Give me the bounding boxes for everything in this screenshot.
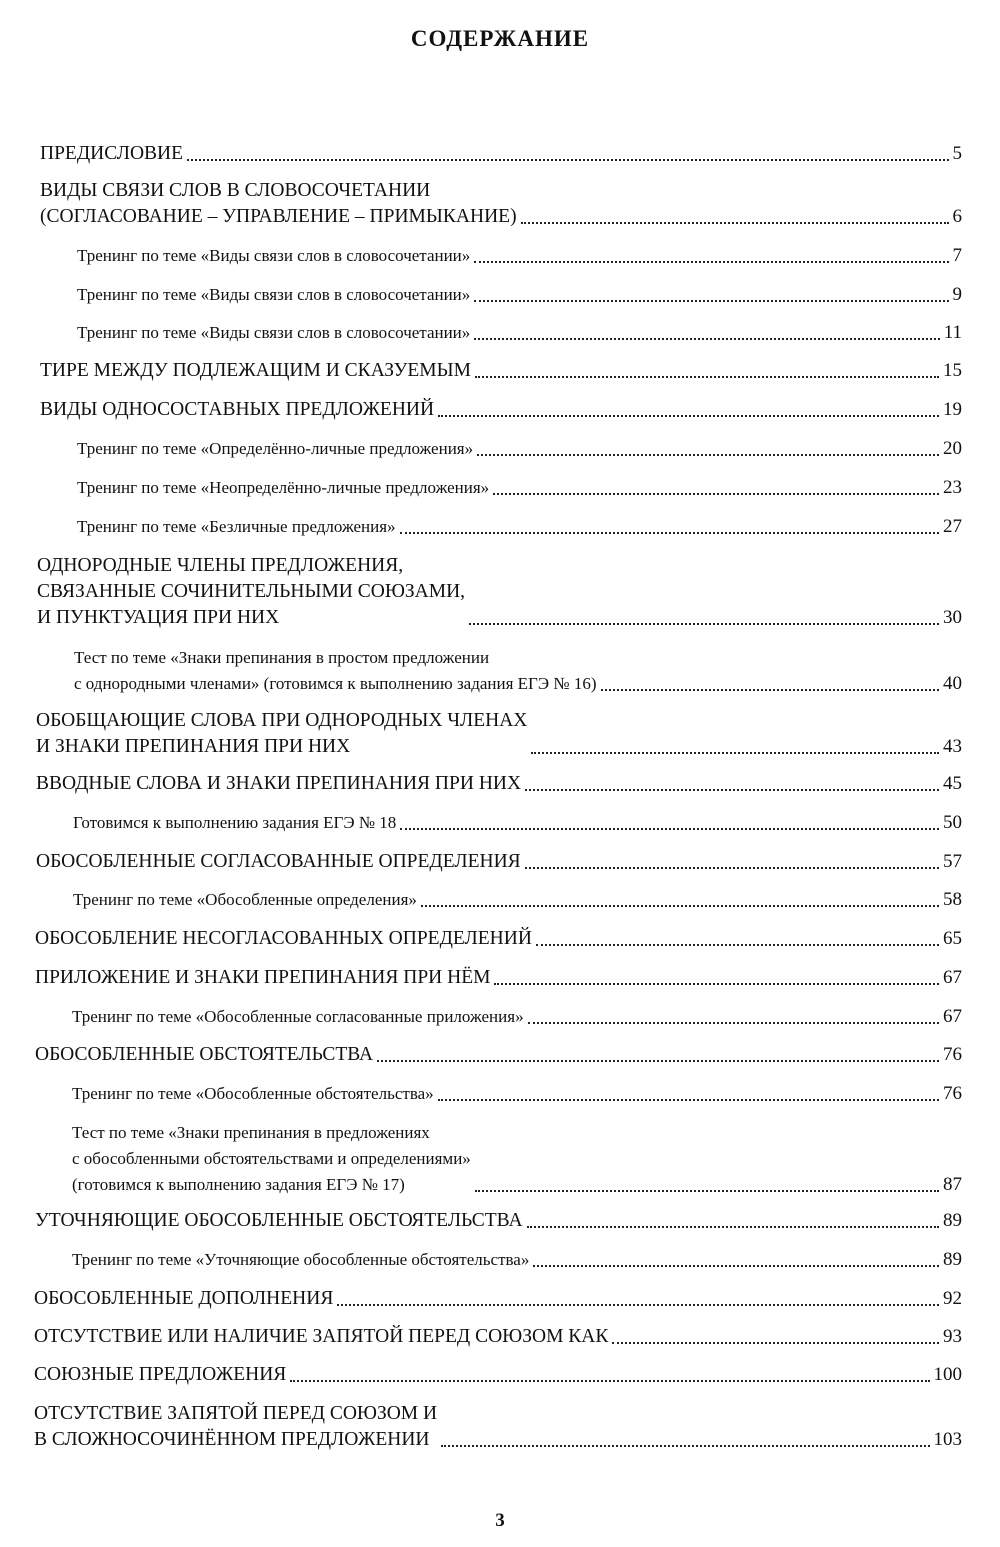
dot-leader — [474, 261, 948, 263]
toc-entry-title: Готовимся к выполнению задания ЕГЭ № 18 — [73, 813, 397, 832]
toc-entry-page: 103 — [933, 1429, 962, 1450]
toc-entry-title: Тренинг по теме «Безличные предложения» — [77, 517, 396, 536]
toc-entry-title: ОТСУТСТВИЕ ИЛИ НАЛИЧИЕ ЗАПЯТОЙ ПЕРЕД СОЮЗОМ КАК — [34, 1326, 609, 1347]
toc-entry-title: Тренинг по теме «Уточняющие обособленные обстоятельства» — [72, 1250, 530, 1269]
toc-entry-page: 27 — [943, 516, 962, 537]
toc-entry-page: 67 — [943, 967, 962, 988]
toc-entry-title: ТИРЕ МЕЖДУ ПОДЛЕЖАЩИМ И СКАЗУЕМЫМ — [40, 360, 471, 381]
toc-entry-title: УТОЧНЯЮЩИЕ ОБОСОБЛЕННЫЕ ОБСТОЯТЕЛЬСТВА — [35, 1210, 523, 1231]
toc-entry-page: 7 — [952, 245, 962, 266]
dot-leader — [337, 1304, 939, 1306]
dot-leader — [528, 1022, 939, 1024]
toc-entry — [73, 887, 1000, 913]
dot-leader — [525, 789, 939, 791]
toc-entry — [35, 926, 1000, 952]
toc-entry-title: ВИДЫ ОДНОСОСТАВНЫХ ПРЕДЛОЖЕНИЙ — [40, 399, 435, 420]
toc-entry — [72, 1004, 1000, 1030]
dot-leader — [475, 1190, 939, 1192]
dot-leader — [612, 1342, 939, 1344]
toc-entry — [36, 849, 1000, 875]
dot-leader — [438, 415, 939, 417]
toc-entry-page: 87 — [943, 1174, 962, 1195]
dot-leader — [527, 1226, 939, 1228]
toc-entry-title: ОБОСОБЛЕННЫЕ ОБСТОЯТЕЛЬСТВА — [35, 1044, 374, 1065]
dot-leader — [493, 493, 939, 495]
toc-entry-page: 57 — [943, 851, 962, 872]
toc-entry-page: 43 — [943, 736, 962, 757]
toc-entry-title: Тренинг по теме «Виды связи слов в словосочетании» — [77, 246, 471, 265]
toc-entry — [77, 243, 1000, 269]
toc-entry-page: 89 — [943, 1210, 962, 1231]
dot-leader — [525, 867, 939, 869]
toc-entry-page: 19 — [943, 399, 962, 420]
toc-entry — [35, 1042, 1000, 1068]
toc-entry — [35, 1208, 1000, 1234]
dot-leader — [477, 454, 939, 456]
dot-leader — [536, 944, 939, 946]
toc-entry-title: ОДНОРОДНЫЕ ЧЛЕНЫ ПРЕДЛОЖЕНИЯ, СВЯЗАННЫЕ СОЧИНИТЕЛЬНЫМИ СОЮЗАМИ, И ПУНКТУАЦИЯ ПРИ НИХ — [37, 555, 466, 628]
toc-entry-title: Тест по теме «Знаки препинания в предложениях с обособленными обстоятельствами и определениями» (готовимся к выполнению задания ЕГЭ № 17) — [72, 1123, 471, 1194]
toc-entry-page: 23 — [943, 477, 962, 498]
page-number: 3 — [495, 1510, 505, 1531]
toc-entry-page: 6 — [952, 206, 962, 227]
toc-entry — [77, 282, 1000, 308]
toc-entry-title: ПРЕДИСЛОВИЕ — [40, 143, 184, 164]
toc-entry-title: СОЮЗНЫЕ ПРЕДЛОЖЕНИЯ — [34, 1364, 287, 1385]
toc-entry — [35, 965, 1000, 991]
toc-entry-title: ВВОДНЫЕ СЛОВА И ЗНАКИ ПРЕПИНАНИЯ ПРИ НИХ — [36, 773, 522, 794]
page-title: СОДЕРЖАНИЕ — [410, 26, 590, 51]
dot-leader — [531, 752, 939, 754]
toc-entry — [73, 810, 1000, 836]
toc-entry — [77, 320, 1000, 346]
toc-entry-page: 93 — [943, 1326, 962, 1347]
toc-entry — [37, 553, 1000, 631]
toc-entry-title: Тренинг по теме «Обособленные обстоятельства» — [72, 1084, 434, 1103]
toc-entry — [40, 358, 1000, 384]
dot-leader — [377, 1060, 939, 1062]
toc-entry-page: 40 — [943, 673, 962, 694]
toc-entry — [34, 1401, 1000, 1453]
toc-entry-page: 5 — [952, 143, 962, 164]
toc-entry-title: ОТСУТСТВИЕ ЗАПЯТОЙ ПЕРЕД СОЮЗОМ И В СЛОЖНОСОЧИНЁННОМ ПРЕДЛОЖЕНИИ — [34, 1403, 438, 1450]
toc-entry-page: 76 — [943, 1044, 962, 1065]
toc-entry-page: 20 — [943, 438, 962, 459]
dot-leader — [494, 983, 939, 985]
toc-entry-title: Тренинг по теме «Обособленные определения» — [73, 890, 417, 909]
dot-leader — [290, 1380, 929, 1382]
dot-leader — [421, 905, 939, 907]
dot-leader — [474, 338, 939, 340]
toc-entry-page: 9 — [952, 284, 962, 305]
toc-entry — [77, 514, 1000, 540]
dot-leader — [474, 300, 948, 302]
toc-entry-page: 76 — [943, 1083, 962, 1104]
toc-entry-page: 89 — [943, 1249, 962, 1270]
toc-entry — [74, 645, 1000, 697]
toc-entry-title: ВИДЫ СВЯЗИ СЛОВ В СЛОВОСОЧЕТАНИИ (СОГЛАСОВАНИЕ – УПРАВЛЕНИЕ – ПРИМЫКАНИЕ) — [40, 180, 517, 227]
toc-entry — [72, 1247, 1000, 1273]
dot-leader — [438, 1099, 939, 1101]
toc-entry-title: ОБОБЩАЮЩИЕ СЛОВА ПРИ ОДНОРОДНЫХ ЧЛЕНАХ И ЗНАКИ ПРЕПИНАНИЯ ПРИ НИХ — [36, 710, 528, 757]
toc-entry — [34, 1362, 1000, 1388]
toc-entry-page: 45 — [943, 773, 962, 794]
toc-entry-title: ОБОСОБЛЕННЫЕ СОГЛАСОВАННЫЕ ОПРЕДЕЛЕНИЯ — [36, 851, 521, 872]
toc-entry-title: ОБОСОБЛЕННЫЕ ДОПОЛНЕНИЯ — [34, 1288, 334, 1309]
dot-leader — [441, 1445, 929, 1447]
toc-entry-title: Тренинг по теме «Определённо-личные предложения» — [77, 439, 474, 458]
toc-entry-page: 30 — [943, 607, 962, 628]
dot-leader — [521, 222, 949, 224]
toc-entry-title: ОБОСОБЛЕНИЕ НЕСОГЛАСОВАННЫХ ОПРЕДЕЛЕНИЙ — [35, 928, 532, 949]
toc-entry-page: 58 — [943, 889, 962, 910]
toc-entry — [36, 708, 1000, 760]
dot-leader — [475, 376, 939, 378]
toc-entry-title: Тренинг по теме «Обособленные согласованные приложения» — [72, 1007, 524, 1026]
toc-entry — [77, 475, 1000, 501]
toc-entry-title: Тест по теме «Знаки препинания в простом предложении с однородными членами» (готовимся к выполнению задания ЕГЭ № 16) — [74, 648, 597, 693]
toc-entry-page: 50 — [943, 812, 962, 833]
toc-entry — [72, 1081, 1000, 1107]
toc-entry — [72, 1120, 1000, 1198]
toc-entry — [36, 771, 1000, 797]
toc-entry-title: Тренинг по теме «Виды связи слов в словосочетании» — [77, 323, 471, 342]
toc-entry-page: 15 — [943, 360, 962, 381]
toc-entry-title: ПРИЛОЖЕНИЕ И ЗНАКИ ПРЕПИНАНИЯ ПРИ НЁМ — [35, 967, 491, 988]
dot-leader — [601, 689, 940, 691]
toc-entry-page: 67 — [943, 1006, 962, 1027]
toc-entry-page: 65 — [943, 928, 962, 949]
toc-entry — [77, 436, 1000, 462]
dot-leader — [187, 159, 948, 161]
toc-entry-page: 100 — [933, 1364, 962, 1385]
toc-entry — [40, 178, 1000, 230]
dot-leader — [400, 828, 939, 830]
dot-leader — [533, 1265, 939, 1267]
toc-entry-page: 11 — [943, 322, 962, 343]
toc-entry — [40, 397, 1000, 423]
dot-leader — [400, 532, 939, 534]
toc-entry — [34, 1324, 1000, 1350]
toc-entry-page: 92 — [943, 1288, 962, 1309]
toc-entry-title: Тренинг по теме «Неопределённо-личные предложения» — [77, 478, 490, 497]
dot-leader — [469, 623, 939, 625]
toc-entry-title: Тренинг по теме «Виды связи слов в словосочетании» — [77, 285, 471, 304]
toc-entry — [40, 141, 1000, 167]
toc-entry — [34, 1286, 1000, 1312]
